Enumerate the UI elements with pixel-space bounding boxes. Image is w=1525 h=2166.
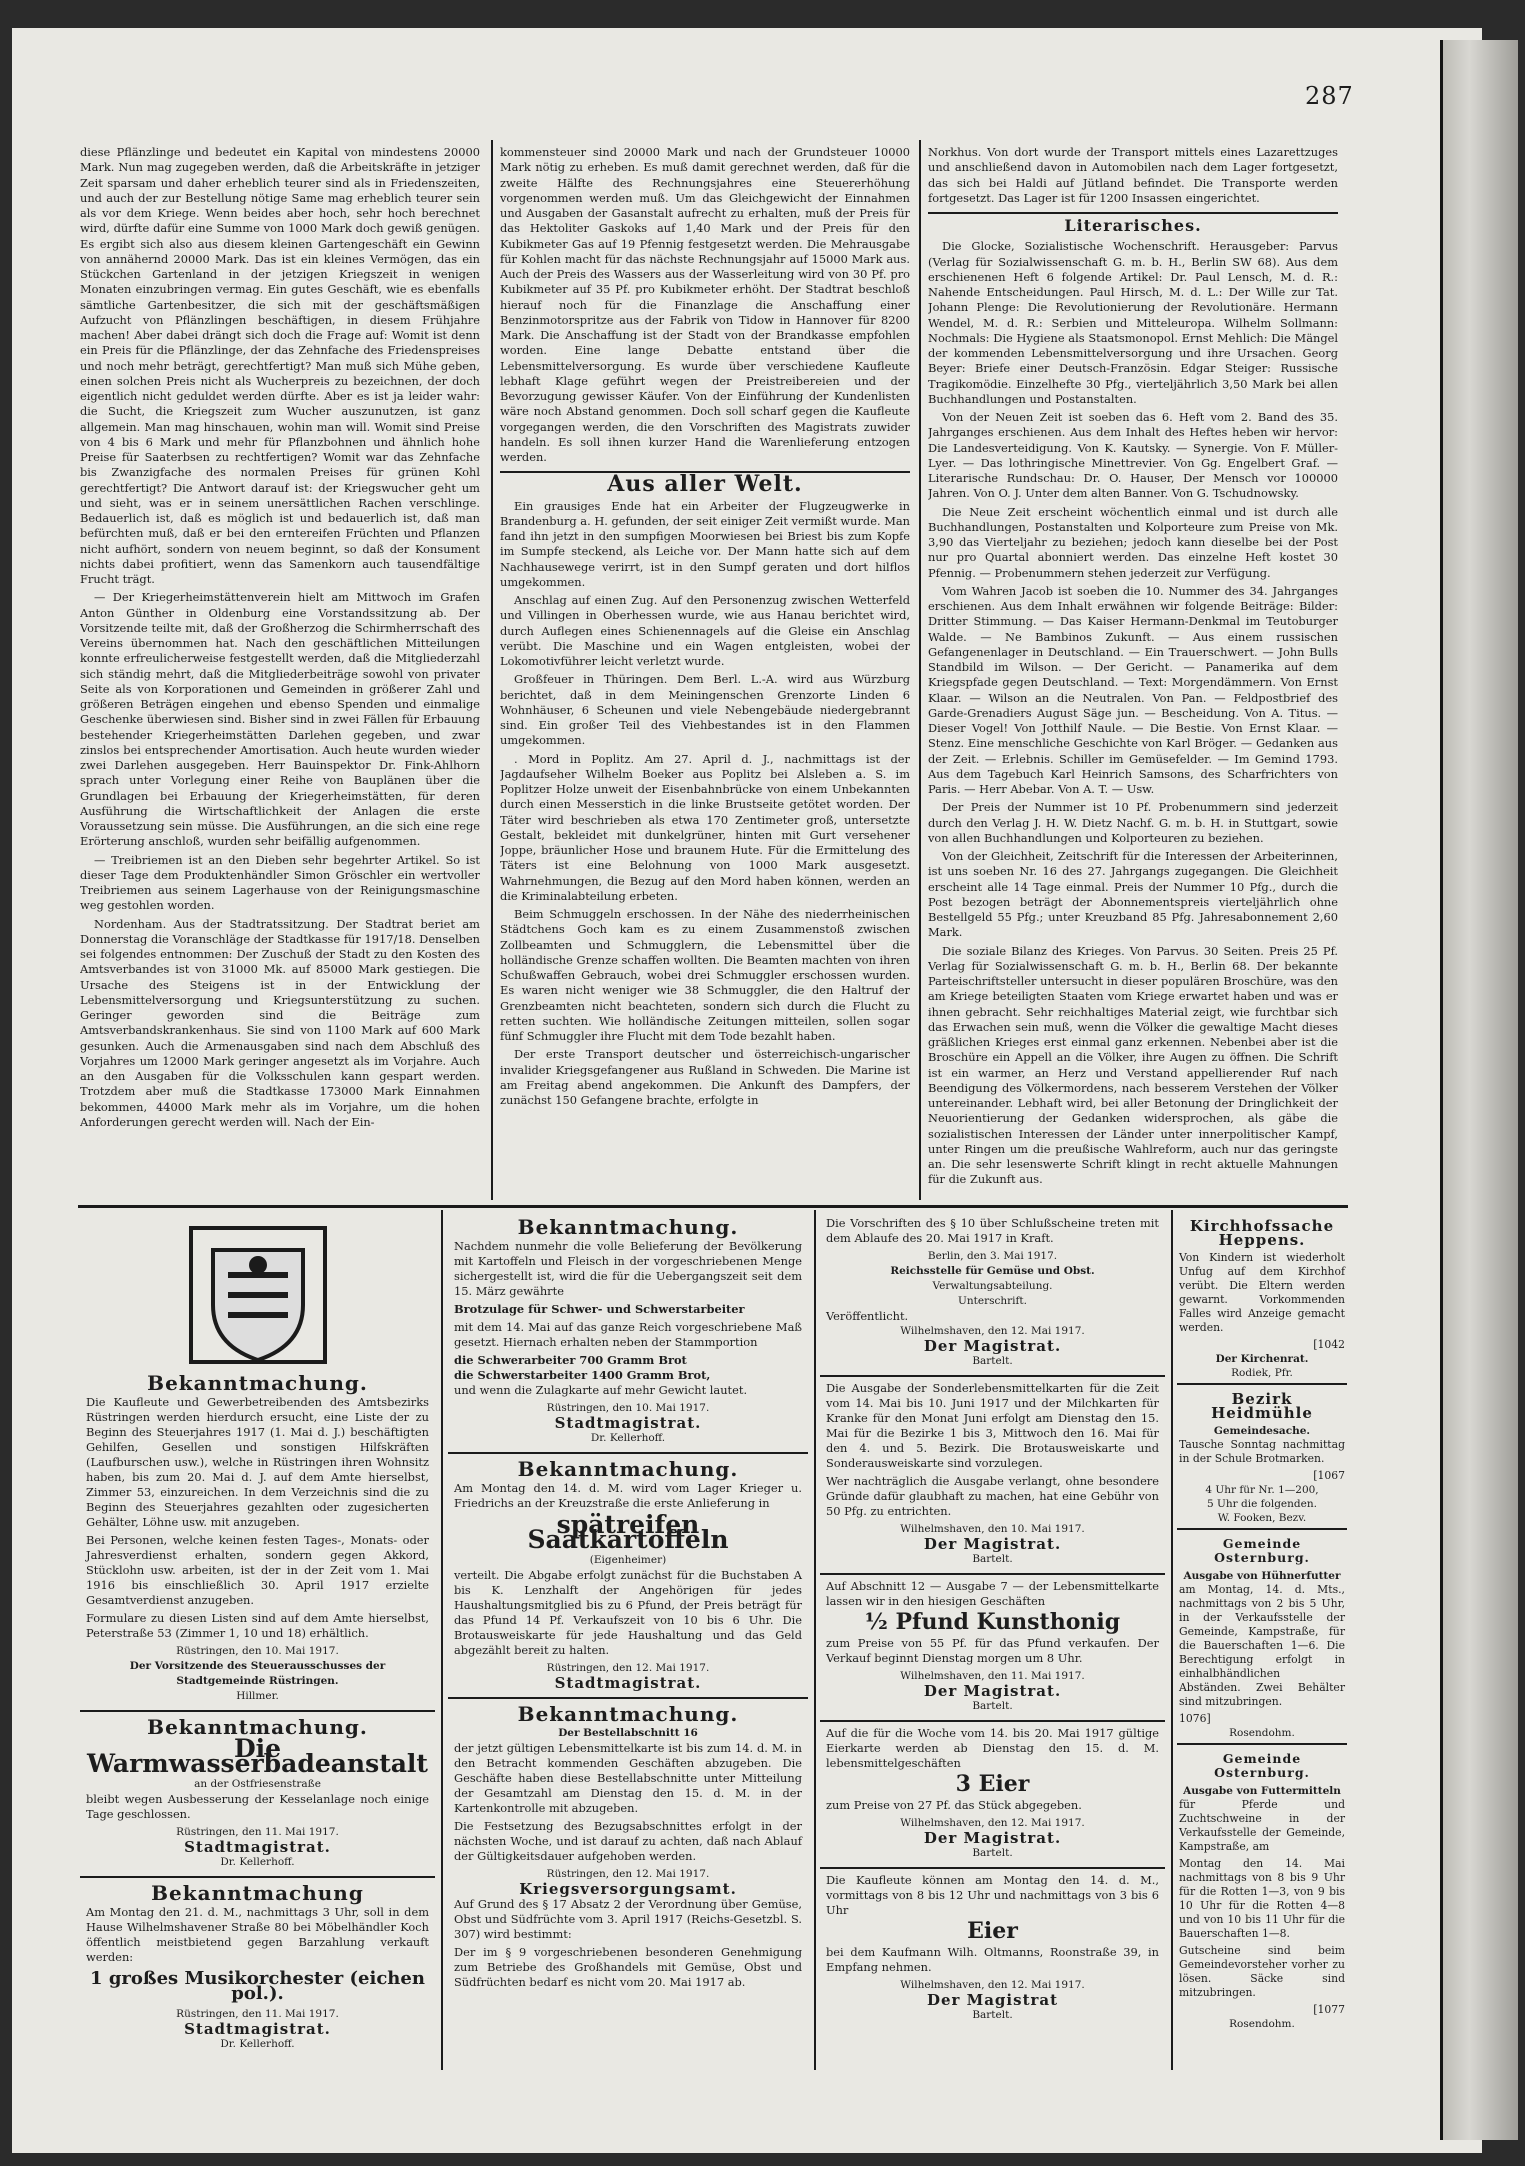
- notice-line: 5 Uhr die folgenden.: [1207, 1498, 1317, 1510]
- ad-column-c: [820, 1212, 1165, 2072]
- notice-schlussscheine: [820, 1212, 1165, 1377]
- notice-name: Rodiek, Pfr.: [1231, 1367, 1293, 1379]
- notice-subtitle: Verwaltungsabteilung.: [932, 1280, 1053, 1292]
- paragraph: Von der Neuen Zeit ist soeben das 6. Heft vom 2. Band des 35. Jahrganges erschienen. Aus dem Inhalt des Heftes heben wir hervor: Die Landesverteidigung. Von K. Kautsky. — Synergie. Von F. Müller-Lyer. — Das lothringische Minettrevier. Von Gg. Engelbert Graf. — Literarische Rundschau: Dr. O. Hauser, Der Mensch vor 100000 Jahren. Von O. J. Unter dem alten Banner. Von G. Tschudnowsky.: [928, 410, 1338, 501]
- paragraph: Der Preis der Nummer ist 10 Pf. Probenummern sind jederzeit durch den Verlag J. H. W. Dietz Nachf. G. m. b. H. in Stuttgart, sowie von allen Buchhandlungen und Kolporteuren zu beziehen.: [928, 800, 1338, 845]
- notice-place-date: Wilhelmshaven, den 12. Mai 1917.: [900, 1817, 1085, 1829]
- paragraph: Anschlag auf einen Zug. Auf den Personenzug zwischen Wetterfeld und Villingen in Oberhessen wurde, wie aus Hanau berichtet wird, durch Auflegen eines Schienennagels auf die Gleise ein Anschlag verübt. Die Maschine und ein Wagen entgleisten, wobei der Lokomotivführer leicht verletzt wurde.: [500, 593, 910, 668]
- notice-text: Brotzulage für Schwer- und Schwerstarbeiter: [454, 1302, 745, 1316]
- notice-text: Die Ausgabe der Sonderlebensmittelkarten für die Zeit vom 14. Mai bis 10. Juni 1917 und der Milchkarten für Kranke für den Monat Juni erfolgt am Dienstag den 15. Mai für die Bezirke 1 bis 3, Mittwoch den 16. Mai für den 4. und 5. Bezirk. Die Brotausweiskarte und Sonderausweiskarte sind vorzulegen.: [826, 1381, 1159, 1470]
- paragraph: . Mord in Poplitz. Am 27. April d. J., nachmittags ist der Jagdaufseher Wilhelm Boeker aus Poplitz bei Alsleben a. S. im Poplitzer Holze unweit der Eisenbahnbrücke von einem Unbekannten durch einen Messerstich in die linke Brustseite getötet worden. Der Täter wird beschrieben als etwa 170 Zentimeter groß, untersetzte Gestalt, bekleidet mit dunkelgrüner, hinten mit Gurt versehener Joppe, bräunlicher Hose und braunem Hute. Für die Ermittelung des Täters ist eine Belohnung von 1000 Mark ausgesetzt. Wahrnehmungen, die Bezug auf den Mord haben können, werden an die Kriminalabteilung erbeten.: [500, 751, 910, 903]
- column-1: [80, 145, 480, 1180]
- notice-name: Bartelt.: [972, 2009, 1013, 2021]
- notice-text: Tausche Sonntag nachmittag in der Schule Brotmarken.: [1179, 1438, 1345, 1465]
- notice-subtitle: Ausgabe von Hühnerfutter: [1183, 1570, 1341, 1582]
- notice-text: Gutscheine sind beim Gemeindevorsteher vorher zu lösen. Säcke sind mitzubringen.: [1179, 1944, 1345, 1999]
- paragraph: Norkhus. Von dort wurde der Transport mittels eines Lazarettzuges und anschließend davon in Automobilen nach dem Lager fortgesetzt, das sich bei Haldi auf Jütland befindet. Die Transporte werden fortgesetzt. Das Lager ist für 1200 Insassen eingerichtet.: [928, 145, 1338, 205]
- notice-text: Am Montag den 14. d. M. wird vom Lager Krieger u. Friedrichs an der Kreuzstraße die erste Anlieferung in: [454, 1481, 802, 1510]
- notice-number: 1076]: [1179, 1712, 1211, 1725]
- section-heading-literarisches: Literarisches.: [928, 212, 1338, 233]
- notice-title: Bezirk Heidmühle: [1211, 1390, 1313, 1422]
- notice-text: Montag den 14. Mai nachmittags von 8 bis 9 Uhr für die Rotten 1—3, von 9 bis 10 Uhr für die Rotten 4—8 und von 10 bis 11 Uhr für die Bauerschaften 1—8.: [1179, 1857, 1345, 1940]
- notice-osternburg-2: [1177, 1745, 1347, 2034]
- notice-signature: Kriegsversorgungsamt.: [519, 1880, 737, 1898]
- notice-text: Auf Abschnitt 12 — Ausgabe 7 — der Lebensmittelkarte lassen wir in den hiesigen Geschäften: [826, 1579, 1159, 1608]
- column-divider: [919, 140, 921, 1200]
- paragraph: diese Pflänzlinge und bedeutet ein Kapital von mindestens 20000 Mark. Nun mag zugegeben werden, daß die Arbeitskräfte in jetziger Zeit sparsam und daher erheblich teurer sind als in Friedenszeiten, und auch der zur Bestellung nötige Same mag erheblich teurer sein als vor dem Kriege. Wenn beides aber hoch, sehr hoch berechnet wird, dürfte dafür eine Summe von 1000 Mark doch gewiß genügen. Es ergibt sich also aus diesem kleinen Gartengeschäft ein Gewinn von annähernd 20000 Mark. Das ist ein kleines Vermögen, das ein Stückchen Gartenland in der jetzigen Kriegszeit in wenigen Monaten einzubringen vermag. Ein gutes Geschäft, wie es ebenfalls sämtliche Gartenbesitzer, die sich mit der geschäftsmäßigen Aufzucht von Pflänzlingen beschäftigen, in diesem Frühjahre machen! Aber dabei drängt sich doch die Frage auf: Womit ist denn ein Preis für die Pflänzlinge, der das Zehnfache des Friedenspreises und noch mehr beträgt, gerechtfertigt? Man muß sich Mühe geben, einen solchen Preis nicht als Wucherpreis zu bezeichnen, der doch eigentlich nicht geduldet werden dürfte. Aber es ist ja leider wahr: die Sucht, die Kriegszeit zum Wucher auszunutzen, ist ganz allgemein. Man mag hinschauen, wohin man will. Womit sind Preise von 4 bis 6 Mark und mehr für Pflanzbohnen und ähnlich hohe Preise für Saaterbsen zu rechtfertigen? Womit war das Zehnfache bis Zwanzigfache des normalen Preises für grünen Kohl gerechtfertigt? Die Antwort darauf ist: der Kriegswucher geht um und sieht, was er in seinem unersättlichen Rachen verschlinge. Bedauerlich ist, daß es möglich ist und bedauerlich ist, daß man befürchten muß, daß er bei den erntereifen Früchten und Pflanzen nicht aufhört, sondern von neuem beginnt, so daß der Konsument nichts dabei profitiert, wenn das Samenkorn auch tausendfältige Frucht trägt.: [80, 145, 480, 586]
- ad-column-a: [80, 1212, 435, 2072]
- notice-signature: Der Magistrat: [926, 1991, 1059, 2009]
- notice-place-date: Rüstringen, den 11. Mai 1917.: [176, 1826, 339, 1838]
- paragraph: kommensteuer sind 20000 Mark und nach der Grundsteuer 10000 Mark nötig zu erheben. Es muß damit gerechnet werden, daß für die zweite Hälfte des Rechnungsjahres eine Steuererhöhung vorgenommen werden muß. Um das Gleichgewicht der Einnahmen und Ausgaben der Gasanstalt aufrecht zu erhalten, muß der Preis für das Hektoliter Gaskoks auf 1,40 Mark und der Preis für den Kubikmeter Gas auf 19 Pfennig festgesetzt werden. Die Mehrausgabe für Kohlen macht für das nächste Rechnungsjahr auf 15000 Mark aus. Auch der Preis des Wassers aus der Wasserleitung wird von 30 Pf. pro Kubikmeter auf 35 Pf. pro Kubikmeter erhöht. Der Stadtrat beschloß hierauf noch für die Finanzlage die Anschaffung einer Benzinmotorspritze aus der Fabrik von Tidow in Hannover für 8200 Mark. Die Anschaffung ist der Stadt von der Brandkasse empfohlen worden. Eine lange Debatte entstand über die Lebensmittelversorgung. Es wurde über verschiedene Kaufleute lebhaft Klage geführt wegen der Preistreibereien und der Bevorzugung gewisser Käufer. Von der Einführung der Kundenlisten wäre noch Abstand genommen. Doch soll scharf gegen die Kaufleute vorgegangen werden, die den Vorschriften des Magistrats zuwider handeln. Es soll ihnen kurzer Hand die Warenlieferung entzogen werden.: [500, 145, 910, 464]
- notice-place-date: Wilhelmshaven, den 12. Mai 1917.: [900, 1979, 1085, 1991]
- paragraph: Die Glocke, Sozialistische Wochenschrift. Herausgeber: Parvus (Verlag für Sozialwissenschaft G. m. b. H., Berlin SW 68). Aus dem erschienenen Heft 6 folgende Artikel: Dr. Paul Lensch, M. d. R.: Nahende Entscheidungen. Paul Hirsch, M. d. L.: Der Wille zur Tat. Johann Plenge: Die Revolutionierung der Revolutionäre. Hermann Wendel, M. d. R.: Serbien und Mitteleuropa. Wilhelm Sollmann: Nochmals: Die Hygiene als Staatsmonopol. Ernst Mehlich: Die Mängel der kommenden Lebensmittelversorgung und ihre Ursachen. Georg Beyer: Briefe einer Deutsch-Französin. Edgar Steiger: Russische Tragikomödie. Einzelhefte 30 Pfg., vierteljährlich 3,50 Mark bei allen Buchhandlungen und Postanstalten.: [928, 239, 1338, 406]
- notice-signature: Der Magistrat.: [923, 1829, 1062, 1847]
- notice-title: Bekanntmachung.: [517, 1702, 739, 1726]
- notice-published: Veröffentlicht.: [826, 1309, 909, 1323]
- notice-signature: Stadtmagistrat.: [184, 1838, 331, 1856]
- notice-osternburg-1: [1177, 1530, 1347, 1745]
- notice-text: zum Preise von 55 Pf. für das Pfund verkaufen. Der Verkauf beginnt Dienstag morgen um 8 Uhr.: [826, 1636, 1159, 1665]
- notice-text: Wer nachträglich die Ausgabe verlangt, ohne besondere Gründe dafür glaubhaft zu machen, hat eine Gebühr von 50 Pfg. zu entrichten.: [826, 1474, 1159, 1518]
- notice-signature: Der Magistrat.: [923, 1682, 1062, 1700]
- notice-subtitle: (Eigenheimer): [589, 1554, 667, 1566]
- ad-column-d: [1177, 1212, 1347, 2072]
- notice-name: Bartelt.: [972, 1700, 1013, 1712]
- notice-text: Die Vorschriften des § 10 über Schlußscheine treten mit dem Ablaufe des 20. Mai 1917 in Kraft.: [826, 1216, 1159, 1245]
- notice-name: W. Fooken, Bezv.: [1217, 1512, 1307, 1524]
- notice-text: Bei Personen, welche keinen festen Tages-, Monats- oder Jahresverdienst erhalten, sondern gegen Akkord, Stücklohn usw. arbeiten, ist der in der Zeit vom 1. Mai 1916 bis einschließlich 30. April 1917 erzielte Gesamtverdienst anzugeben.: [86, 1533, 429, 1607]
- notice-signature: Stadtmagistrat.: [554, 1414, 702, 1432]
- notice-line: die Schwerarbeiter 700 Gramm Brot: [454, 1353, 687, 1367]
- paragraph: Großfeuer in Thüringen. Dem Berl. L.-A. wird aus Würzburg berichtet, daß in dem Meiningenschen Grenzorte Linden 6 Wohnhäuser, 6 Scheunen und viele Nebengebäude niedergebrannt sind. Ein großer Teil des Viehbestandes ist in den Flammen umgekommen.: [500, 672, 910, 748]
- notice-text: Die Kaufleute und Gewerbetreibenden des Amtsbezirks Rüstringen werden hierdurch ersucht, eine Liste der zu Beginn des Steuerjahres 1917 (1. Mai d. J.) beschäftigten Gehilfen, Gesellen und sonstigen Hilfskräften (Laufburschen usw.), welche in Rüstringen ihren Wohnsitz haben, bis zum 20. Mai d. J. auf dem Amte hierselbst, Zimmer 53, einzureichen. In dem Verzeichnis sind die zu Beginn des Steuerjahres gezahlten oder zugesicherten Gehälter, Löhne usw. mit anzugeben.: [86, 1395, 429, 1529]
- notice-warmwasserbad: [80, 1712, 435, 1878]
- paragraph: Die soziale Bilanz des Krieges. Von Parvus. 30 Seiten. Preis 25 Pf. Verlag für Sozialwissenschaft G. m. b. H., Berlin 68. Der bekannte Parteischriftsteller untersucht in dieser populären Broschüre, was den am Kriege beteiligten Staaten vom Kriege erwartet haben und was er ihnen gebracht. Sehr reichhaltiges Material zeigt, wie furchtbar sich das Erwachen sein muß, wenn die Völker die gewaltige Macht dieses gräßlichen Krieges erst einmal ganz erkennen. Nebenbei aber ist die Broschüre ein Appell an die Völker, ihre Augen zu öffnen. Die Schrift ist ein warmer, an Herz und Verstand appellierender Ruf nach Beendigung des Völkermordens, nach besserem Verstehen der Völker untereinander. Lebhaft wird, bei aller Betonung der Dringlichkeit der Neuorientierung der Gedanken widersprochen, als gäbe die sozialistischen Interessen der Länder unter innerpolitischer Kampf, unter Ringen um die preußische Wahlreform, auch nur das geringste an. Die sehr lesenswerte Schrift klingt in recht aktuelle Mahnungen für die Zukunft aus.: [928, 943, 1338, 1187]
- notice-saatkartoffeln: [448, 1454, 808, 1699]
- notice-title: Gemeinde Osternburg.: [1214, 1751, 1310, 1780]
- notice-text: für Pferde und Zuchtschweine in der Verkaufsstelle der Gemeinde, Kampstraße, am: [1179, 1798, 1345, 1853]
- notice-signature: Stadtmagistrat.: [554, 1674, 702, 1692]
- notice-headline: 1 großes Musikorchester (eichen pol.).: [90, 1968, 425, 2004]
- notice-signature: Der Vorsitzende des Steuerausschusses der Stadtgemeinde Rüstringen.: [129, 1660, 386, 1687]
- notice-eier-2: [820, 1869, 1165, 2029]
- notice-name: Dr. Kellerhoff.: [590, 1432, 666, 1444]
- notice-text: bleibt wegen Ausbesserung der Kesselanlage noch einige Tage geschlossen.: [86, 1792, 429, 1821]
- paragraph: Nordenham. Aus der Stadtratssitzung. Der Stadtrat beriet am Donnerstag die Voranschläge der Stadtkasse für 1917/18. Denselben sei folgendes entnommen: Der Zuschuß der Stadt zu den Kosten des Amtsverbandes ist von 31000 Mk. auf 85000 Mark gestiegen. Die Ursache des Steigens ist in der Entwicklung der Lebensmittelversorgung und Kriegsunterstützung zu suchen. Geringer geworden sind die Beiträge zum Amtsverbandskrankenhaus. Sie sind von 1100 Mark auf 600 Mark gesunken. Auch die Armenausgaben sind nach dem Abschluß des Vorjahres um 12000 Mark geringer angesetzt als im Vorjahre. Auch an den Ausgaben für die Volksschulen kann gespart werden. Trotzdem aber muß die Stadtkasse 173000 Mark Einnahmen bekommen, 44000 Mark mehr als im Vorjahre, um die hohen Anforderungen gerecht werden will. Nach der Ein-: [80, 916, 480, 1129]
- notice-brotzulage: [448, 1212, 808, 1454]
- ad-column-b: [448, 1212, 808, 2072]
- notice-title: Bekanntmachung.: [147, 1715, 368, 1739]
- notice-title: Bekanntmachung.: [147, 1371, 368, 1395]
- notice-place-date: Rüstringen, den 10. Mai 1917.: [546, 1402, 710, 1414]
- paragraph: Der erste Transport deutscher und österreichisch-ungarischer invalider Kriegsgefangener aus Rußland in Schweden. Die Marine ist am Freitag abend angekommen. Die Ankunft des Dampfers, der zunächst 150 Gefangene brachte, erfolgte in: [500, 1047, 910, 1107]
- notice-signature: Reichsstelle für Gemüse und Obst.: [890, 1265, 1095, 1277]
- notice-sonderlebensmittel: [820, 1377, 1165, 1575]
- notice-text: Formulare zu diesen Listen sind auf dem Amte hierselbst, Peterstraße 53 (Zimmer 1, 10 und 18) erhältlich.: [86, 1611, 429, 1640]
- paragraph: Von der Gleichheit, Zeitschrift für die Interessen der Arbeiterinnen, ist uns soeben Nr. 16 des 27. Jahrgangs zugegangen. Die Gleichheit erscheint alle 14 Tage einmal. Preis der Nummer 10 Pfg., durch die Post bezogen beträgt der Abonnementspreis vierteljährlich ohne Bestellgeld 55 Pfg.; unter Kreuzband 85 Pfg. Jahresabonnement 2,60 Mark.: [928, 849, 1338, 940]
- notice-name: Dr. Kellerhoff.: [220, 2038, 295, 2050]
- notice-text: verteilt. Die Abgabe erfolgt zunächst für die Buchstaben A bis K. Lenzhalft der Angehörigen für jedes Haushaltungsmitglied bis zu 6 Pfund, der Preis beträgt für das Pfund 14 Pf. Verkaufszeit von 10 bis 6 Uhr. Die Brotausweiskarte für jede Haushaltung und das Geld abgezählt bereit zu halten.: [454, 1568, 802, 1657]
- notice-headline: Die Warmwasserbadeanstalt: [87, 1734, 428, 1778]
- notice-name: Bartelt.: [972, 1553, 1013, 1565]
- notice-name: Bartelt.: [972, 1847, 1013, 1859]
- ad-divider: [1171, 1210, 1173, 2070]
- notice-eier-1: [820, 1722, 1165, 1869]
- notice-place-date: Wilhelmshaven, den 12. Mai 1917.: [900, 1325, 1085, 1337]
- notice-place-date: Rüstringen, den 12. Mai 1917.: [546, 1868, 710, 1880]
- notice-text: der jetzt gültigen Lebensmittelkarte ist bis zum 14. d. M. in den Betracht kommenden Geschäften abzugeben. Die Geschäfte haben diese Bestellabschnitte unter Mitteilung der Gesamtzahl am Dienstag den 15. d. M. in der Kartenkontrolle mit abzugeben.: [454, 1741, 802, 1815]
- notice-text: Am Montag den 21. d. M., nachmittags 3 Uhr, soll in dem Hause Wilhelmshavener Straße 80 bei Möbelhändler Koch öffentlich meistbietend gegen Barzahlung verkauft werden:: [86, 1905, 429, 1964]
- notice-name: Bartelt.: [972, 1355, 1013, 1367]
- notice-number: [1067: [1313, 1469, 1345, 1482]
- notice-text: Auf die für die Woche vom 14. bis 20. Mai 1917 gültige Eierkarte werden ab Dienstag den 15. d. M. lebensmittelgeschäften: [826, 1726, 1159, 1770]
- column-3: [928, 145, 1338, 1195]
- notice-headline: Eier: [967, 1918, 1018, 1944]
- notice-place-date: Rüstringen, den 11. Mai 1917.: [176, 2008, 339, 2020]
- notice-title: Bekanntmachung: [151, 1881, 364, 1905]
- notice-number: [1077: [1313, 2003, 1345, 2016]
- notice-text: Die Festsetzung des Bezugsabschnittes erfolgt in der nächsten Woche, und ist darauf zu achten, daß nach Ablauf der Gültigkeitsdauer aufgehoben werden.: [454, 1819, 802, 1863]
- notice-text: Auf Grund des § 17 Absatz 2 der Verordnung über Gemüse, Obst und Südfrüchte vom 3. April 1917 (Reichs-Gesetzbl. S. 307) wird bestimmt:: [454, 1897, 802, 1941]
- paragraph: Beim Schmuggeln erschossen. In der Nähe des niederrheinischen Städtchens Goch kam es zu einem Zusammenstoß zwischen Zollbeamten und Schmugglern, die Lebensmittel über die holländische Grenze schaffen wollten. Die Beamten machten von ihren Schußwaffen Gebrauch, wobei drei Schmuggler erschossen wurden. Es waren nicht weniger wie 38 Schmuggler, die den Haltruf der Grenzbeamten nicht beachteten, sondern sich durch die Flucht zu retten suchten. Wie holländische Zeitungen mitteilen, sollen sogar fünf Schmuggler ihre Flucht mit dem Tode bezahlt haben.: [500, 907, 910, 1043]
- column-divider: [491, 140, 493, 1200]
- paragraph: — Treibriemen ist an den Dieben sehr begehrter Artikel. So ist dieser Tage dem Produktenhändler Simon Gröschler ein wertvoller Treibriemen aus seinem Lagerhause von der Reinigungsmaschine weg gestohlen worden.: [80, 852, 480, 913]
- notice-line: 4 Uhr für Nr. 1—200,: [1205, 1484, 1319, 1496]
- notice-name: Dr. Kellerhoff.: [220, 1856, 295, 1868]
- notice-number: [1042: [1313, 1338, 1345, 1351]
- notice-text: Von Kindern ist wiederholt Unfug auf dem Kirchhof verübt. Die Eltern werden gewarnt. Vorkommenden Falles wird Anzeige gemacht werden.: [1179, 1251, 1345, 1334]
- notice-place-date: Wilhelmshaven, den 10. Mai 1917.: [900, 1523, 1085, 1535]
- notice-name: Unterschrift.: [958, 1295, 1027, 1307]
- notice-place-date: Berlin, den 3. Mai 1917.: [927, 1250, 1058, 1262]
- notice-title: Gemeinde Osternburg.: [1214, 1536, 1310, 1565]
- section-heading-aus-aller-welt: Aus aller Welt.: [500, 471, 910, 492]
- notice-musikorchester: [80, 1878, 435, 2058]
- notice-name: Hillmer.: [236, 1690, 279, 1702]
- advertisement-divider: [78, 1205, 1348, 1208]
- paragraph: Die Neue Zeit erscheint wöchentlich einmal und ist durch alle Buchhandlungen, Postanstalten und Kolporteure zum Preise von Mk. 3,90 das Vierteljahr zu beziehen; jedoch kann dieselbe bei der Post nur pro Quartal abonniert werden. Das einzelne Heft kostet 30 Pfennig. — Probenummern stehen jederzeit zur Verfügung.: [928, 504, 1338, 580]
- coat-of-arms-icon: [183, 1220, 333, 1370]
- notice-headline: 3 Eier: [955, 1771, 1030, 1797]
- notice-subtitle: Gemeindesache.: [1213, 1425, 1311, 1437]
- notice-steuer: [80, 1212, 435, 1712]
- notice-text: Der im § 9 vorgeschriebenen besonderen Genehmigung zum Betriebe des Großhandels mit Gemüse, Obst und Südfrüchten bedarf es nicht vom 20. Mai 1917 ab.: [454, 1945, 802, 1989]
- notice-title: Bekanntmachung.: [517, 1457, 739, 1481]
- notice-place-date: Rüstringen, den 10. Mai 1917.: [176, 1645, 339, 1657]
- notice-heidmuehle: [1177, 1385, 1347, 1530]
- notice-line: die Schwerstarbeiter 1400 Gramm Brot,: [454, 1368, 711, 1382]
- notice-text: am Montag, 14. d. Mts., nachmittags von 2 bis 5 Uhr, in der Verkaufsstelle der Gemeinde, Kampstraße, für die Bauerschaften 1—6. Die Berechtigung erfolgt in einhalbhändlichen Abständen. Zwei Behälter sind mitzubringen.: [1179, 1583, 1345, 1708]
- paragraph: Vom Wahren Jacob ist soeben die 10. Nummer des 34. Jahrganges erschienen. Aus dem Inhalt erwähnen wir folgende Beiträge: Bilder: Dritter Stimmung. — Das Kaiser Hermann-Denkmal im Teutoburger Walde. — Ne Bambinos Zukunft. — Aus einem russischen Gefangenenlager in Deutschland. — Ein Trauerschwert. — John Bulls Standbild im Wilson. — Der Gericht. — Panamerika auf dem Kriegspfade gegen Deutschland. — Text: Morgendämmern. Von Ernst Klaar. — Wilson an die Neutralen. Von Pan. — Feldpostbrief des Garde-Grenadiers August Säge jun. — Bescheidung. Von A. Titus. — Dieser Vogel! Von Jotthilf Naule. — Die Bestie. Von Ernst Klaar. — Stenz. Eine menschliche Geschichte von Karl Bröger. — Gedanken aus der Zeit. — Erlebnis. Schiller im Gemüsefelder. — Im Gemind 1793. Aus dem Tagebuch Karl Heinrich Samsons, des Scharfrichters von Paris. — Herr Abebar. Von A. T. — Usw.: [928, 583, 1338, 796]
- notice-kunsthonig: [820, 1575, 1165, 1722]
- paragraph: — Der Kriegerheimstättenverein hielt am Mittwoch im Grafen Anton Günther in Oldenburg eine Vorstandssitzung ab. Der Vorsitzende teilte mit, daß der Großherzog die Schirmherrschaft des Vereins übernommen hat. Nach den geschäftlichen Mitteilungen konnte erfreulicherweise festgestellt werden, daß die Mitgliederzahl sich ständig mehrt, daß die Mitgliederbeiträge sowohl von privater Seite als von Korporationen und Gemeinden in größerer Zahl und größeren Beträgen eingehen und ebenso Spenden und einmalige Geschenke überwiesen sind. Bisher sind in zwei Fällen für Erbauung bestehender Kriegerheimstätten Darlehen gegeben, und zwar zinslos bei entsprechender Amortisation. Auch heute wurden wieder zwei Darlehen ausgegeben. Herr Bauinspektor Dr. Fink-Ahlhorn sprach unter Vorlegung einer Reihe von Bauplänen über die Grundlagen bei Erbauung der Kriegerheimstätten, für deren Ausführung die Wirtschaftlichkeit der Anlagen die erste Voraussetzung sein müsse. Die Ausführungen, an die sich eine rege Erörterung anschloß, wurden sehr beifällig aufgenommen.: [80, 590, 480, 849]
- notice-text: zum Preise von 27 Pf. das Stück abgegeben.: [826, 1798, 1082, 1812]
- notice-text: und wenn die Zulagkarte auf mehr Gewicht lautet.: [454, 1383, 748, 1397]
- notice-name: Rosendohm.: [1229, 2018, 1295, 2030]
- notice-subtitle: Ausgabe von Futtermitteln: [1183, 1785, 1341, 1797]
- notice-name: Rosendohm.: [1229, 1727, 1295, 1739]
- ad-divider: [814, 1210, 816, 2070]
- notice-text: Die Kaufleute können am Montag den 14. d. M., vormittags von 8 bis 12 Uhr und nachmittags von 3 bis 6 Uhr: [826, 1873, 1159, 1917]
- notice-kirchhof: [1177, 1212, 1347, 1385]
- page-number: 287: [1305, 82, 1354, 110]
- notice-signature: Stadtmagistrat.: [184, 2020, 331, 2038]
- notice-place-date: Wilhelmshaven, den 11. Mai 1917.: [900, 1670, 1085, 1682]
- ad-divider: [441, 1210, 443, 2070]
- notice-subtitle: Der Bestellabschnitt 16: [558, 1727, 698, 1739]
- notice-text: bei dem Kaufmann Wilh. Oltmanns, Roonstraße 39, in Empfang nehmen.: [826, 1945, 1159, 1974]
- notice-signature: Der Magistrat.: [923, 1337, 1062, 1355]
- paragraph: Ein grausiges Ende hat ein Arbeiter der Flugzeugwerke in Brandenburg a. H. gefunden, der seit einiger Zeit vermißt wurde. Man fand ihn jetzt in den sumpfigen Moorwiesen bei Briest bis zum Kopfe im Sumpfe steckend, als Leiche vor. Der Mann hatte sich auf dem Nachhausewege verirrt, ist in den Sumpf geraten und dort hilflos umgekommen.: [500, 498, 910, 589]
- notice-headline: ½ Pfund Kunsthonig: [864, 1609, 1121, 1635]
- notice-signature: Der Magistrat.: [923, 1535, 1062, 1553]
- notice-place-date: Rüstringen, den 12. Mai 1917.: [546, 1662, 710, 1674]
- notice-headline: spätreifen Saatkartoffeln: [527, 1510, 729, 1554]
- notice-signature: Der Kirchenrat.: [1215, 1353, 1309, 1365]
- notice-subtitle: an der Ostfriesenstraße: [194, 1778, 321, 1790]
- column-2: [500, 145, 910, 1195]
- notice-title: Kirchhofssache Heppens.: [1189, 1217, 1335, 1249]
- notice-text: mit dem 14. Mai auf das ganze Reich vorgeschriebene Maß gesetzt. Hiernach erhalten neben der Stammportion: [454, 1320, 802, 1349]
- book-spine: [1440, 40, 1518, 2140]
- notice-bestellabschnitt: [448, 1699, 808, 1999]
- notice-title: Bekanntmachung.: [517, 1215, 739, 1239]
- notice-text: Nachdem nunmehr die volle Belieferung der Bevölkerung mit Kartoffeln und Fleisch in der vorgeschriebenen Menge sichergestellt ist, wird die für die Uebergangszeit seit dem 15. März gewährte: [454, 1239, 802, 1298]
